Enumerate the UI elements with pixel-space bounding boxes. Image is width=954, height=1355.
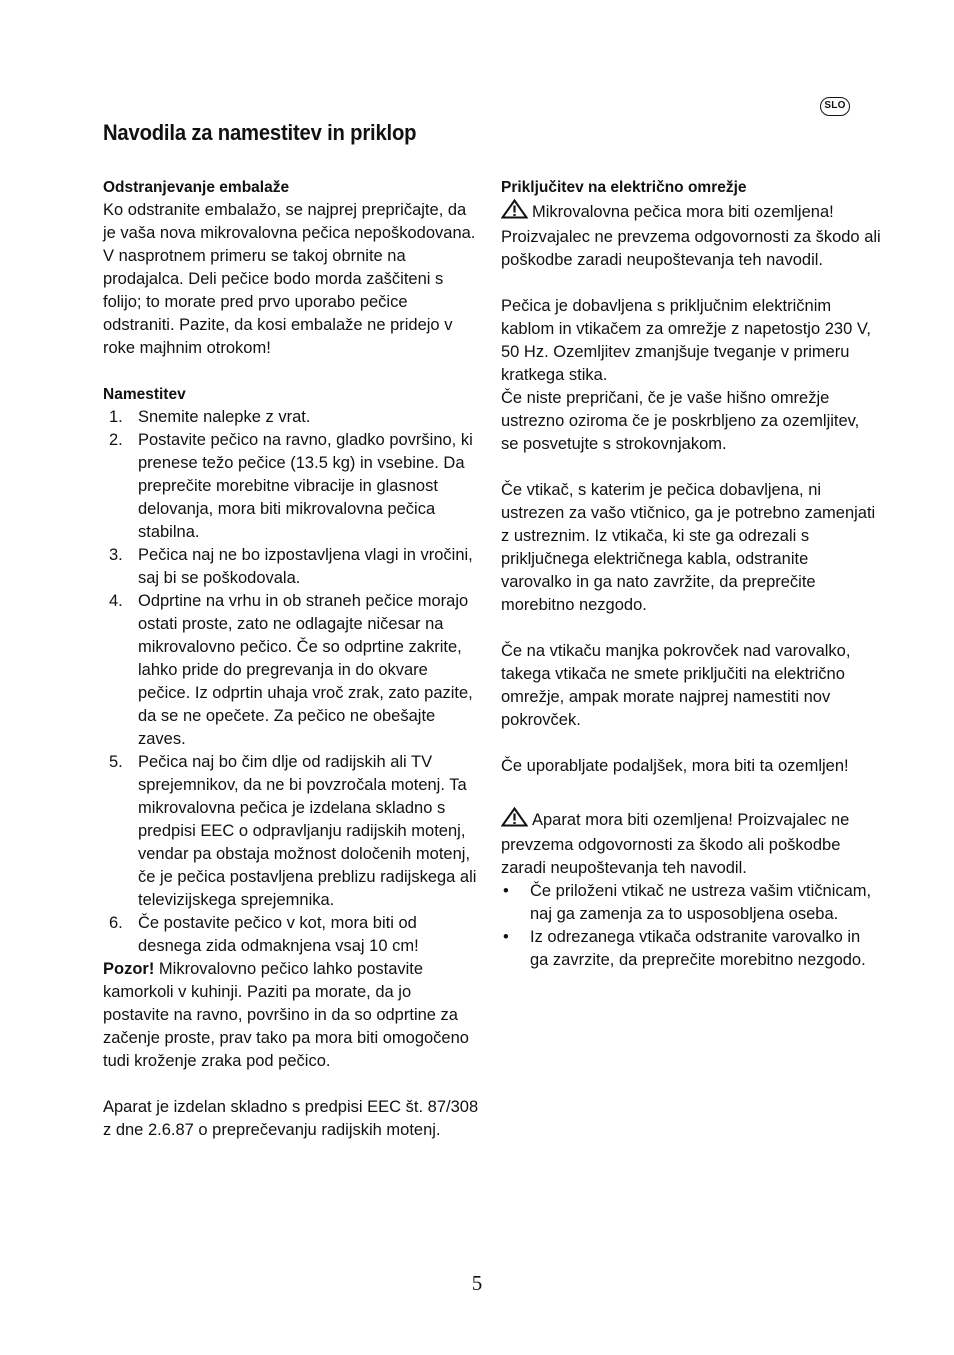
warning-triangle-icon <box>501 807 528 834</box>
conformity-paragraph: Aparat je izdelan skladno s predpisi EEC št. 87/308 z dne 2.6.87 o preprečevanju radijskih motenj. <box>103 1098 479 1139</box>
list-item <box>501 926 881 972</box>
page-number: 5 <box>471 1271 483 1295</box>
installation-steps <box>103 406 481 958</box>
language-badge: SLO <box>820 97 850 116</box>
bullet-icon: • <box>503 928 509 946</box>
left-column <box>103 176 481 1142</box>
plug-bullets <box>501 880 881 972</box>
list-item <box>103 590 481 751</box>
packaging-paragraph: Ko odstranite embalažo, se najprej prepričajte, da je vaša nova mikrovalovna pečica nepoškodovana. V nasprotnem primeru se takoj obrnite na prodajalca. Deli pečice bodo morda zaščiteni s folijo; to morate pred prvo uporabo pečice odstraniti. Pazite, da kosi embalaže ne pridejo v roke majhnim otrokom! <box>103 201 476 357</box>
list-item <box>103 544 481 590</box>
bullet-icon: • <box>503 882 509 900</box>
cover-paragraph: Če na vtikaču manjka pokrovček nad varovalko, takega vtikača ne smete priključiti na električno omrežje, ampak morate najprej namestiti nov pokrovček. <box>501 642 851 729</box>
step-text: Pečica naj bo čim dlje od radijskih ali TV sprejemnikov, da ne bi povzročala motenj. Ta mikrovalovna pečica je izdelana skladno s predpisi EEC o odpravljanju radijskih motenj, vendar pa obstaja možnost določenih motenj, če je pečica postavljena preblizu radijskega ali televizijskega sprejemnika. <box>138 753 477 909</box>
step-number: 6. <box>109 914 123 932</box>
step-text: Če postavite pečico v kot, mora biti od desnega zida odmaknjena vsaj 10 cm! <box>138 914 419 955</box>
step-number: 4. <box>109 592 123 610</box>
extension-paragraph: Če uporabljate podaljšek, mora biti ta ozemljen! <box>501 757 849 775</box>
list-item <box>103 406 481 429</box>
caution-paragraph <box>103 958 481 1073</box>
step-number: 1. <box>109 408 123 426</box>
electrical-heading: Priključitev na električno omrežje <box>501 179 747 196</box>
step-number: 2. <box>109 431 123 449</box>
page-title: Navodila za namestitev in priklop <box>103 120 417 145</box>
right-column <box>501 176 881 972</box>
warning-paragraph-1 <box>501 199 881 272</box>
bullet-text: Če priloženi vtikač ne ustreza vašim vtičnicam, naj ga zamenja za to usposobljena oseba. <box>530 882 872 923</box>
bullet-text: Iz odrezanega vtikača odstranite varovalko in ga zavrzite, da preprečite morebitno nezgodo. <box>530 928 866 969</box>
list-item <box>103 751 481 912</box>
step-text: Odprtine na vrhu in ob straneh pečice morajo ostati proste, zato ne odlagajte ničesar na mikrovalovno pečico. Če so odprtine zakrite, lahko pride do pregrevanja in do okvare pečice. Iz odprtin uhaja vroč zrak, zato pazite, da se ne opečete. Za pečico ne obešajte zaves. <box>138 592 473 748</box>
list-item <box>103 429 481 544</box>
plug-paragraph: Če vtikač, s katerim je pečica dobavljena, ni ustrezen za vašo vtičnico, ga je potrebno zamenjati z ustreznim. Iz vtikača, ki ste ga odrezali s priključnega električnega kabla, odstranite varovalko in ga nato zavržite, da preprečite morebitno nezgodo. <box>501 481 876 614</box>
list-item <box>103 912 481 958</box>
installation-heading: Namestitev <box>103 386 186 403</box>
step-text: Pečica naj ne bo izpostavljena vlagi in vročini, saj bi se poškodovala. <box>138 546 473 587</box>
warning-paragraph-2 <box>501 807 881 880</box>
warning-text-2: Aparat mora biti ozemljena! Proizvajalec ne prevzema odgovornosti za škodo ali poškodbe zaradi neupoštevanja teh navodil. <box>501 811 850 877</box>
step-text: Postavite pečico na ravno, gladko površino, ki prenese težo pečice (13.5 kg) in vsebine. Da preprečite morebitne vibracije in glasnost delovanja, mora biti mikrovalovna pečica stabilna. <box>138 431 473 541</box>
step-number: 5. <box>109 753 123 771</box>
packaging-heading: Odstranjevanje embalaže <box>103 179 290 196</box>
caution-text: Mikrovalovno pečico lahko postavite kamorkoli v kuhinji. Paziti pa morate, da jo postavite na ravno, površino in da so odprtine za začenje proste, prav tako pa mora biti omogočeno tudi kroženje zraka pod pečico. <box>103 960 469 1070</box>
doubt-paragraph: Če niste prepričani, če je vaše hišno omrežje ustrezno oziroma če je poskrbljeno za ozemljitev, se posvetujte s strokovnjakom. <box>501 389 860 453</box>
warning-text-1: Mikrovalovna pečica mora biti ozemljena! Proizvajalec ne prevzema odgovornosti za škodo ali poškodbe zaradi neupoštevanja teh navodil. <box>501 203 881 269</box>
step-text: Snemite nalepke z vrat. <box>138 408 311 426</box>
warning-triangle-icon <box>501 199 528 226</box>
list-item <box>501 880 881 926</box>
caution-label: Pozor! <box>103 960 155 978</box>
step-number: 3. <box>109 546 123 564</box>
supply-paragraph: Pečica je dobavljena s priključnim električnim kablom in vtikačem za omrežje z napetostjo 230 V, 50 Hz. Ozemljitev zmanjšuje tveganje v primeru kratkega stika. <box>501 297 871 384</box>
